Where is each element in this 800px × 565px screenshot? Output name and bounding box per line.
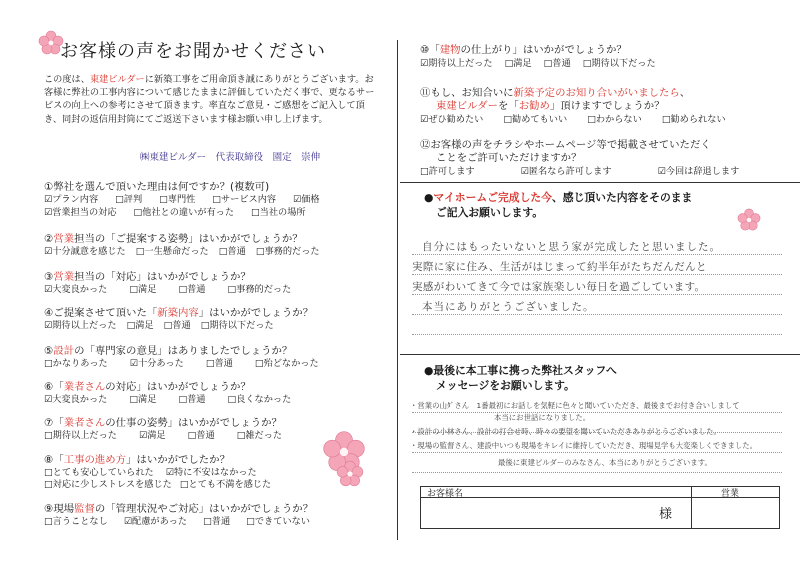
q9-prefix: ⑨現場 [44, 503, 75, 515]
q9-red: 監督 [74, 503, 95, 515]
q1-option[interactable]: ☑プラン内容 [44, 194, 99, 205]
question-4-options [44, 317, 274, 331]
q2-option[interactable]: ☑十分誠意を感じた [44, 246, 126, 257]
q3-option[interactable]: ☑大変良かった [44, 284, 108, 295]
q4-option[interactable]: ☑期待以上だった [44, 320, 117, 331]
staff-comment-line: ・設計の小林さん、設計の打合せ時、時々の要望を聞いていただきありがとうございました。 [410, 427, 721, 436]
section-1-bullet: ● [424, 191, 434, 204]
intro-company: 東建ビルダー [89, 74, 145, 85]
q10-prefix: ⑩「 [420, 44, 440, 56]
q10-option[interactable]: □満足 [504, 58, 532, 69]
q11-mid: を「 [497, 100, 519, 112]
comment-line: 実際に家に住み、生活がはじまって約半年がたちだんだんと [412, 261, 707, 273]
question-6-options [44, 391, 291, 405]
q4-red: 新築内容 [157, 307, 199, 319]
comment-line: 自分にはもったいないと思う家が完成したと思いました。 [422, 241, 721, 253]
q6-prefix: ⑥「 [44, 381, 64, 393]
q5-option[interactable]: ☑十分あった [129, 358, 184, 369]
question-11-options [420, 111, 726, 125]
staff-comment-line: 最後に東建ビルダーのみなさん、本当にありがとうございます。 [498, 458, 712, 467]
q1-option[interactable]: □サービス内容 [212, 194, 277, 205]
writing-line [412, 274, 782, 275]
intro-text [44, 73, 379, 126]
staff-comment-line: ・営業の山ﾀﾞさん 1番最初にお話しを気軽に色々と聞いていただき、最後までお付き合いしまして [410, 401, 740, 410]
q2-option[interactable]: □一生懸命だった [135, 246, 209, 257]
q9-option[interactable]: □普通 [203, 516, 231, 527]
section-1-red: マイホームご完成した今 [433, 191, 552, 204]
question-2-options [44, 243, 320, 257]
q7-prefix: ⑦「 [44, 417, 64, 429]
writing-line [412, 452, 782, 453]
writing-line [412, 294, 782, 295]
q5-suffix: の「専門家の意見」はありましたでしょうか？ [74, 345, 293, 357]
q2-option[interactable]: □普通 [218, 246, 246, 257]
customer-box-divider [691, 487, 692, 528]
q10-red: 建物 [439, 44, 461, 56]
q5-option[interactable]: □かなりあった [44, 358, 108, 369]
staff-comment-line: 本当にお世話になりました。 [494, 413, 591, 422]
q11-red3: お勧め [518, 100, 550, 112]
page-title: お客様の声をお聞かせください [60, 41, 326, 62]
customer-name-label: お客様名 [427, 489, 464, 499]
q9-option[interactable]: □できていない [246, 516, 310, 527]
q1-option[interactable]: ☑価格 [293, 194, 320, 205]
q6-option[interactable]: ☑大変良かった [44, 394, 108, 405]
question-10-options [420, 55, 656, 69]
q3-prefix: ③ [44, 271, 54, 283]
q11-option[interactable]: ☑ぜひ勧めたい [420, 114, 484, 125]
sales-label: 営業 [721, 489, 740, 499]
writing-line [412, 314, 782, 315]
q1-option[interactable]: ☑営業担当の対応 [44, 207, 117, 218]
q10-option[interactable]: □普通 [543, 58, 571, 69]
question-1-options-row2 [44, 204, 306, 218]
q1-option[interactable]: □評判 [115, 194, 143, 205]
q3-option[interactable]: □満足 [129, 284, 157, 295]
q8-red: 工事の進め方 [63, 454, 127, 466]
section-2-heading: ●最後に本工事に携った弊社スタッフへ [424, 364, 617, 377]
q3-red: 営業 [53, 271, 75, 283]
q8-option[interactable]: ☑特に不安はなかった [165, 467, 257, 478]
q8-prefix: ⑧「 [44, 454, 64, 466]
q4-suffix: 」はいかがでしょうか？ [198, 307, 314, 319]
customer-name-suffix: 様 [659, 507, 673, 522]
q11-suffix: 、 [679, 87, 691, 99]
customer-box [420, 486, 780, 529]
q9-option[interactable]: □言うことなし [44, 516, 108, 527]
comment-line: 実感がわいてきて今では家族楽しい毎日を過ごしています。 [412, 281, 706, 293]
q7-option[interactable]: ☑満足 [139, 430, 166, 441]
q6-suffix: の対応」はいかがでしょうか？ [105, 381, 251, 393]
writing-line [412, 254, 782, 255]
q2-prefix: ② [44, 233, 54, 245]
q7-option[interactable]: □普通 [187, 430, 215, 441]
q8-option[interactable]: □とても安心していられた [44, 467, 154, 478]
q2-option[interactable]: □事務的だった [255, 246, 320, 257]
sakura-flower-icon [737, 208, 761, 232]
writing-line [412, 472, 782, 473]
q5-option[interactable]: □殆どなかった [254, 358, 319, 369]
writing-line [412, 412, 782, 413]
q1-option[interactable]: □他社との違いが有った [133, 207, 235, 218]
q11-option[interactable]: □わからない [587, 114, 642, 125]
q6-option[interactable]: □満足 [129, 394, 157, 405]
writing-line [412, 334, 782, 335]
comment-line: 本当にありがとうございました。 [422, 301, 595, 313]
question-12-options [420, 163, 739, 177]
q6-option[interactable]: □良くなかった [227, 394, 292, 405]
question-5-options [44, 355, 319, 369]
q4-prefix: ④ご提案させて頂いた「 [44, 307, 158, 319]
column-divider [397, 40, 398, 540]
question-11-line2 [436, 97, 665, 112]
q6-option[interactable]: □普通 [178, 394, 206, 405]
q11-red: 新築予定のお知り合いがいましたら [513, 87, 680, 99]
q7-suffix: の仕事の姿勢」はいかがでしょうか？ [105, 417, 282, 429]
question-12-line1: ⑫お客様の声をチラシやホームページ等で掲載させていただく [420, 139, 711, 151]
q1-option[interactable]: □当社の場所 [250, 207, 306, 218]
q4-option[interactable]: □普通 [163, 320, 191, 331]
q12-option[interactable]: □許可します [420, 166, 475, 177]
section-divider [400, 182, 800, 183]
q10-suffix: の仕上がり」はいかがでしょうか？ [460, 44, 627, 56]
signature: ㈱東建ビルダー 代表取締役 園定 崇伸 [140, 152, 321, 163]
intro-before: この度は、 [44, 74, 90, 85]
q8-suffix: 」はいかがでしたか？ [126, 454, 230, 466]
q5-red: 設計 [53, 345, 75, 357]
q11-prefix: ⑪もし、お知合いに [420, 87, 514, 99]
q4-option[interactable]: □満足 [126, 320, 154, 331]
staff-comment-line: ・現場の監督さん、建設中いつも現場をキレイに維持していただき、現場見学も大変楽しくできました。 [410, 441, 758, 450]
question-1-options [44, 191, 320, 205]
q11-option[interactable]: □勧められない [661, 114, 726, 125]
section-divider [400, 354, 800, 355]
question-7-options [44, 427, 282, 441]
q11-suffix2: 」頂けますでしょうか？ [549, 100, 665, 112]
q3-option[interactable]: □普通 [178, 284, 206, 295]
section-2-heading-2: メッセージをお願いします。 [436, 379, 575, 392]
sakura-flower-icon [336, 460, 364, 488]
q11-red2: 東建ビルダー [436, 100, 498, 112]
question-1-label: ①弊社を選んで頂いた理由は何ですか？(複数可) [44, 181, 270, 193]
q5-option[interactable]: □普通 [205, 358, 233, 369]
q6-red: 業者さん [63, 381, 106, 393]
q9-suffix: の「管理状況やご対応」はいかがでしょうか？ [94, 503, 314, 515]
q4-option[interactable]: □期待以下だった [200, 320, 274, 331]
q2-suffix: 担当の「ご提案する姿勢」はいかがでしょうか？ [74, 233, 303, 245]
question-3-options [44, 281, 291, 295]
q7-red: 業者さん [63, 417, 106, 429]
q8-option[interactable]: □対応に少しストレスを感じた [44, 479, 172, 490]
section-1-heading [424, 190, 692, 205]
q12-option[interactable]: ☑今回は辞退します [657, 166, 740, 177]
q2-red: 営業 [53, 233, 75, 245]
question-8-options-row2 [44, 476, 271, 490]
q9-option[interactable]: ☑配慮があった [123, 516, 188, 527]
q1-option[interactable]: □専門性 [159, 194, 196, 205]
q3-suffix: 担当の「対応」はいかがでしょうか？ [74, 271, 251, 283]
question-10-label [420, 41, 627, 56]
q3-option[interactable]: □事務的だった [227, 284, 292, 295]
section-1-rest: 、感じ頂いた内容をそのまま [551, 191, 693, 204]
question-9-options [44, 513, 310, 527]
intro-after: に新築工事をご用命頂き誠にありがとうございます。お客様に弊社の工事内容について感じたままに評価していただく事で、更なるサービスの向上への参考にさせて頂きます。率直なご意見・ご感想をご記入して頂き、同封の返信用封筒にてご返送下さいます様お願い申し上げます。 [44, 74, 375, 125]
question-12-line2: ことをご許可いただけますか？ [436, 152, 582, 164]
q7-option[interactable]: □雑だった [236, 430, 283, 441]
q10-option[interactable]: ☑期待以上だった [420, 58, 493, 69]
q8-option[interactable]: □とても不満を感じた [179, 479, 272, 490]
section-1-heading-2: ご記入お願いします。 [436, 206, 544, 219]
q5-prefix: ⑤ [44, 345, 54, 357]
q11-option[interactable]: □勧めてもいい [503, 114, 568, 125]
q10-option[interactable]: □期待以下だった [582, 58, 656, 69]
q12-option[interactable]: ☑匿名なら許可します [520, 166, 612, 177]
q7-option[interactable]: □期待以上だった [44, 430, 117, 441]
